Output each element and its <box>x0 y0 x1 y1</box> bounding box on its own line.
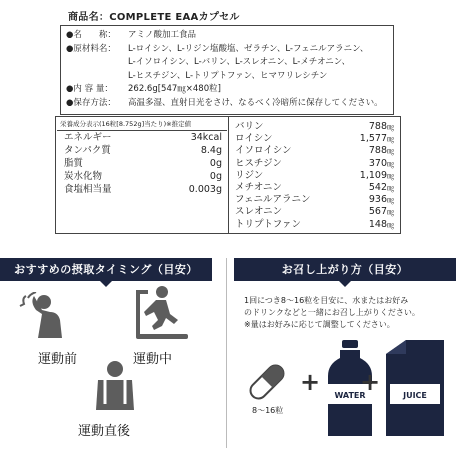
amino-name: フェニルアラニン <box>235 194 311 206</box>
nutrient-value: 0g <box>209 171 222 182</box>
amino-unit: ㎎ <box>387 171 394 180</box>
product-info-row <box>66 57 350 68</box>
towel-person-icon <box>92 360 138 412</box>
plus-sign-1: + <box>300 368 321 396</box>
water-label: WATER <box>334 391 366 400</box>
howto-note-1: 1回につき8～16粒を目安に、水またはお好み <box>244 296 409 305</box>
product-info-value: アミノ酸加工食品 <box>128 30 197 40</box>
stretch-icon <box>12 292 76 344</box>
amino-row <box>229 170 402 182</box>
nutrition-row <box>56 144 228 157</box>
nutrition-row <box>56 183 228 196</box>
amino-row <box>229 121 402 133</box>
product-info-value: L-イソロイシン、L-バリン、L-スレオニン、L-メチオニン、 <box>128 57 351 67</box>
label-after-workout: 運動直後 <box>78 424 131 439</box>
amino-value: 567 <box>368 206 387 218</box>
amino-unit: ㎎ <box>387 208 394 217</box>
amino-name: スレオニン <box>235 206 283 218</box>
nutrition-row <box>56 170 228 183</box>
capsule-icon <box>244 362 290 402</box>
amino-row <box>229 133 402 145</box>
product-info-label: ●名 称： <box>66 30 116 40</box>
nutrition-row <box>56 157 228 170</box>
howto-header: お召し上がり方（目安） <box>234 258 456 281</box>
product-info-label: ●保存方法： <box>66 97 116 108</box>
plus-sign-2: + <box>360 368 381 396</box>
nutrition-row <box>56 131 228 144</box>
nutrient-value: 34kcal <box>190 132 222 143</box>
product-info-value: L-ヒスチジン、L-トリプトファン、ヒマワリレシチン <box>128 70 328 81</box>
capsule-count: 8～16粒 <box>252 406 284 415</box>
amino-unit: ㎎ <box>387 147 394 156</box>
amino-value: 148 <box>368 218 387 230</box>
amino-row <box>229 194 402 206</box>
product-info-row <box>66 44 368 55</box>
nutrient-name: 食塩相当量 <box>64 184 112 195</box>
product-info-row <box>66 30 196 41</box>
amino-name: トリプトファン <box>235 218 302 230</box>
amino-value: 788 <box>368 121 387 132</box>
timing-header: おすすめの摂取タイミング（目安） <box>0 258 212 281</box>
amino-name: ロイシン <box>235 133 273 145</box>
amino-unit: ㎎ <box>387 135 394 144</box>
product-info-row <box>66 84 221 95</box>
amino-value: 1,109 <box>359 169 387 181</box>
nutrient-value: 0g <box>209 158 222 169</box>
juice-label: JUICE <box>403 391 427 400</box>
amino-unit: ㎎ <box>387 123 394 131</box>
nutrient-name: 炭水化物 <box>64 171 103 182</box>
amino-value: 936 <box>368 194 387 206</box>
nutrient-value: 8.4g <box>200 145 222 156</box>
nutrition-amino <box>228 117 402 233</box>
nutrition-header: 栄養成分表示(16粒[8.752g]当たり)※推定値 <box>57 118 227 131</box>
product-info-row <box>66 71 327 82</box>
amino-row <box>229 219 402 231</box>
nutrition-basic <box>56 131 228 196</box>
product-title: 商品名：COMPLETE EAAカプセル <box>68 12 240 23</box>
amino-name: メチオニン <box>235 182 282 194</box>
amino-unit: ㎎ <box>387 159 394 168</box>
howto-note-3: ※量はお好みに応じて調整してください。 <box>244 320 395 329</box>
product-info-value: 高温多湿、直射日光をさけ、なるべく冷暗所に保存してください。 <box>128 97 383 108</box>
amino-name: イソロイシン <box>235 145 292 157</box>
amino-name: バリン <box>235 121 264 132</box>
product-info-label: ●内 容 量： <box>66 84 113 94</box>
amino-value: 370 <box>368 157 387 169</box>
label-during-workout: 運動中 <box>133 352 173 367</box>
product-info-label: ●原材料名： <box>66 43 116 54</box>
nutrient-value: 0.003g <box>188 184 222 195</box>
amino-unit: ㎎ <box>387 220 394 229</box>
nutrient-name: エネルギー <box>64 132 112 143</box>
amino-row <box>229 158 402 170</box>
amino-row <box>229 145 402 157</box>
nutrient-name: 脂質 <box>64 158 84 169</box>
howto-note-2: のドリンクなどと一緒にお召し上がりください。 <box>244 308 420 317</box>
amino-value: 788 <box>368 145 387 157</box>
section-divider <box>226 258 227 448</box>
product-info-row <box>66 98 383 109</box>
amino-row <box>229 182 402 194</box>
amino-unit: ㎎ <box>387 196 394 205</box>
juice-carton-icon <box>382 340 448 440</box>
amino-name: リジン <box>235 169 264 181</box>
label-before-workout: 運動前 <box>38 352 78 367</box>
product-info-value: L-ロイシン、L-リジン塩酸塩、ゼラチン、L-フェニルアラニン、 <box>128 43 369 54</box>
product-info-value: 262.6g[547㎎×480粒] <box>128 84 221 94</box>
treadmill-icon <box>132 284 192 346</box>
amino-value: 542 <box>368 182 387 194</box>
nutrient-name: タンパク質 <box>64 145 111 156</box>
amino-value: 1,577 <box>359 133 387 145</box>
nutrition-table <box>55 116 401 234</box>
amino-name: ヒスチジン <box>235 157 282 169</box>
amino-row <box>229 206 402 218</box>
amino-unit: ㎎ <box>387 184 394 193</box>
